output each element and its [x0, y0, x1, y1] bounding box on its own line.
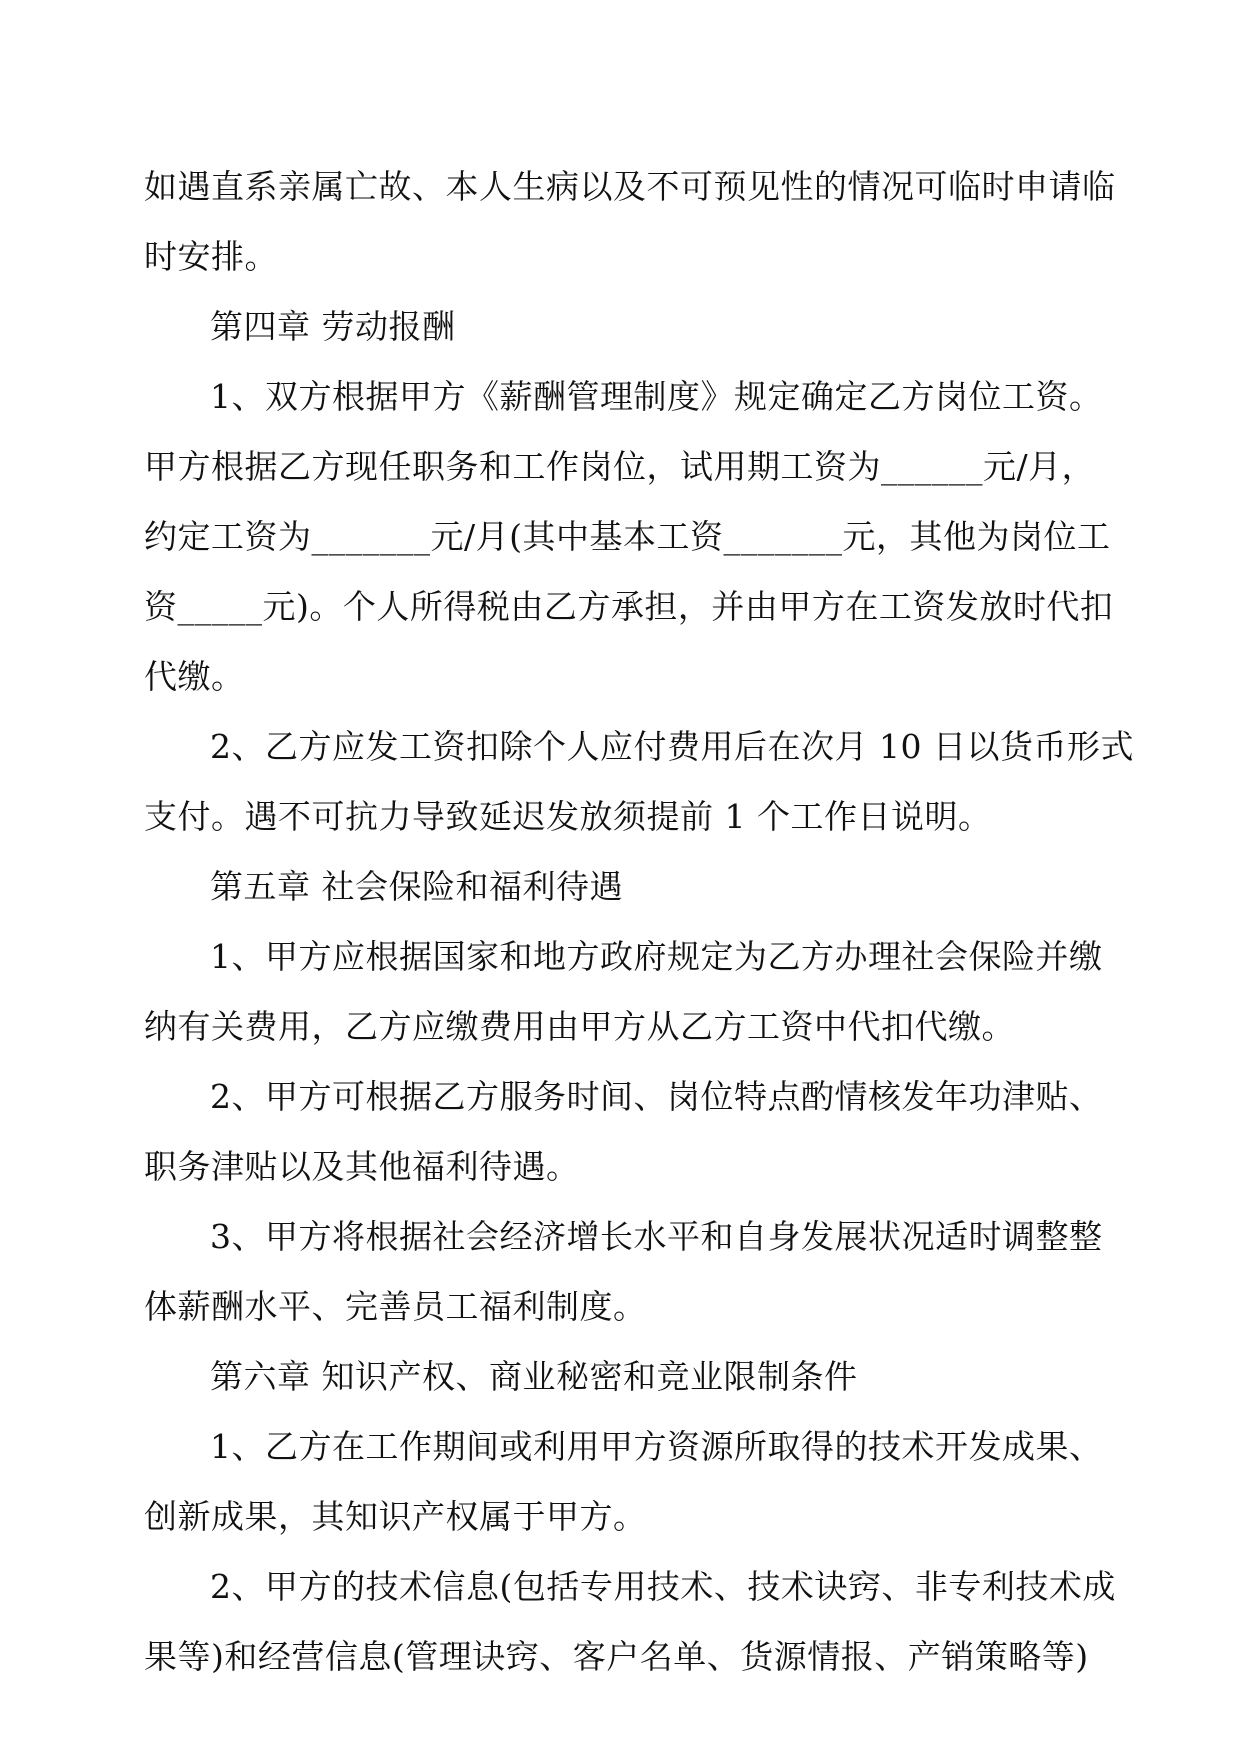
- text-line: 2、甲方可根据乙方服务时间、岗位特点酌情核发年功津贴、: [210, 1077, 1103, 1116]
- text-line: 代缴。: [144, 657, 245, 696]
- text-line: 3、甲方将根据社会经济增长水平和自身发展状况适时调整整: [210, 1217, 1103, 1256]
- text-line: 如遇直系亲属亡故、本人生病以及不可预见性的情况可临时申请临: [144, 167, 1116, 206]
- text-line: 2、甲方的技术信息(包括专用技术、技术诀窍、非专利技术成: [210, 1567, 1116, 1606]
- text-line: 1、双方根据甲方《薪酬管理制度》规定确定乙方岗位工资。: [210, 377, 1103, 416]
- text-line: 甲方根据乙方现任职务和工作岗位，试用期工资为______元/月，: [144, 447, 1096, 486]
- text-line: 创新成果，其知识产权属于甲方。: [144, 1497, 647, 1536]
- text-line: 约定工资为_______元/月(其中基本工资_______元，其他为岗位工: [144, 517, 1111, 556]
- text-line: 支付。遇不可抗力导致延迟发放须提前 1 个工作日说明。: [144, 797, 992, 836]
- chapter-heading: 第四章 劳动报酬: [210, 307, 456, 346]
- text-line: 体薪酬水平、完善员工福利制度。: [144, 1287, 647, 1326]
- text-line: 纳有关费用，乙方应缴费用由甲方从乙方工资中代扣代缴。: [144, 1007, 1015, 1046]
- text-line: 资_____元)。个人所得税由乙方承担，并由甲方在工资发放时代扣: [144, 587, 1114, 626]
- text-line: 果等)和经营信息(管理诀窍、客户名单、货源情报、产销策略等): [144, 1637, 1089, 1676]
- chapter-heading: 第五章 社会保险和福利待遇: [210, 867, 623, 906]
- document-body: [144, 152, 1134, 1692]
- text-line: 时安排。: [144, 237, 278, 276]
- text-line: 1、乙方在工作期间或利用甲方资源所取得的技术开发成果、: [210, 1427, 1103, 1466]
- text-line: 职务津贴以及其他福利待遇。: [144, 1147, 580, 1186]
- text-line: 1、甲方应根据国家和地方政府规定为乙方办理社会保险并缴: [210, 937, 1103, 976]
- text-line: 2、乙方应发工资扣除个人应付费用后在次月 10 日以货币形式: [210, 727, 1134, 766]
- chapter-heading: 第六章 知识产权、商业秘密和竞业限制条件: [210, 1357, 858, 1396]
